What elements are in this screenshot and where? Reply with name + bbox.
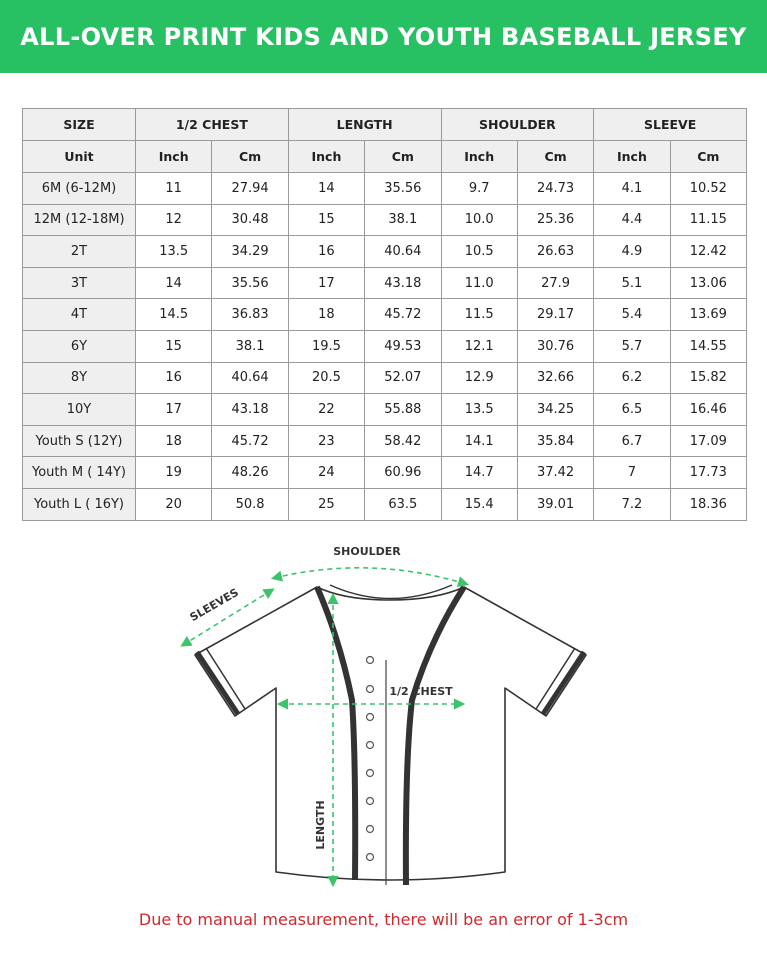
measurement-cell: 17.73 — [670, 457, 746, 489]
measurement-cell: 35.56 — [212, 267, 288, 299]
measurement-cell: 32.66 — [517, 362, 593, 394]
unit-cell: Cm — [517, 141, 593, 173]
measurement-cell: 40.64 — [212, 362, 288, 394]
measurement-cell: 39.01 — [517, 488, 593, 520]
measurement-cell: 35.84 — [517, 425, 593, 457]
unit-cell: Inch — [136, 141, 212, 173]
table-row — [23, 394, 747, 426]
title-banner — [0, 0, 767, 73]
sleeves-label: SLEEVES — [187, 585, 241, 625]
unit-cell: Inch — [288, 141, 364, 173]
measurement-cell: 12 — [136, 204, 212, 236]
measurement-cell: 18 — [288, 299, 364, 331]
measurement-cell: 18 — [136, 425, 212, 457]
measurement-cell: 58.42 — [365, 425, 441, 457]
measurement-cell: 36.83 — [212, 299, 288, 331]
measurement-cell: 40.64 — [365, 236, 441, 268]
size-cell: Youth S (12Y) — [23, 425, 136, 457]
jersey-diagram — [0, 530, 767, 910]
chest-label: 1/2 CHEST — [389, 685, 453, 698]
measurement-cell: 20.5 — [288, 362, 364, 394]
measurement-cell: 60.96 — [365, 457, 441, 489]
measurement-cell: 26.63 — [517, 236, 593, 268]
table-row — [23, 425, 747, 457]
measurement-cell: 20 — [136, 488, 212, 520]
page-title: ALL-OVER PRINT KIDS AND YOUTH BASEBALL JERSEY — [20, 22, 747, 51]
measurement-cell: 15.82 — [670, 362, 746, 394]
unit-cell: Cm — [212, 141, 288, 173]
measurement-cell: 37.42 — [517, 457, 593, 489]
header-sleeve: SLEEVE — [594, 109, 747, 141]
measurement-cell: 6.5 — [594, 394, 670, 426]
measurement-cell: 15.4 — [441, 488, 517, 520]
measurement-cell: 38.1 — [212, 330, 288, 362]
measurement-cell: 19 — [136, 457, 212, 489]
measurement-cell: 14.55 — [670, 330, 746, 362]
measurement-cell: 34.25 — [517, 394, 593, 426]
size-cell: 6M (6-12M) — [23, 173, 136, 205]
measurement-cell: 7 — [594, 457, 670, 489]
table-row — [23, 330, 747, 362]
unit-cell: Inch — [594, 141, 670, 173]
header-length: LENGTH — [288, 109, 441, 141]
measurement-cell: 13.5 — [441, 394, 517, 426]
measurement-cell: 11.15 — [670, 204, 746, 236]
length-label: LENGTH — [314, 800, 327, 850]
unit-cell: Inch — [441, 141, 517, 173]
measurement-cell: 35.56 — [365, 173, 441, 205]
baseball-jersey-icon — [195, 585, 586, 885]
table-row — [23, 204, 747, 236]
measurement-cell: 13.69 — [670, 299, 746, 331]
measurement-cell: 30.76 — [517, 330, 593, 362]
shoulder-measure-line — [274, 568, 466, 584]
size-cell: 2T — [23, 236, 136, 268]
header-size: SIZE — [23, 109, 136, 141]
measurement-cell: 24 — [288, 457, 364, 489]
measurement-cell: 27.94 — [212, 173, 288, 205]
group-header-row — [23, 109, 747, 141]
measurement-cell: 17 — [288, 267, 364, 299]
measurement-cell: 15 — [288, 204, 364, 236]
size-cell: 6Y — [23, 330, 136, 362]
header-chest: 1/2 CHEST — [136, 109, 289, 141]
size-cell: 8Y — [23, 362, 136, 394]
measurement-cell: 12.1 — [441, 330, 517, 362]
measurement-cell: 6.7 — [594, 425, 670, 457]
table-row — [23, 362, 747, 394]
measurement-cell: 14.7 — [441, 457, 517, 489]
size-chart-table — [22, 108, 747, 521]
measurement-cell: 11.5 — [441, 299, 517, 331]
measurement-cell: 5.4 — [594, 299, 670, 331]
measurement-cell: 5.1 — [594, 267, 670, 299]
measurement-cell: 25.36 — [517, 204, 593, 236]
measurement-cell: 17 — [136, 394, 212, 426]
measurement-cell: 14 — [136, 267, 212, 299]
measurement-cell: 6.2 — [594, 362, 670, 394]
measurement-cell: 14.5 — [136, 299, 212, 331]
measurement-cell: 23 — [288, 425, 364, 457]
unit-header-row — [23, 141, 747, 173]
table-row — [23, 488, 747, 520]
measurement-cell: 38.1 — [365, 204, 441, 236]
measurement-cell: 25 — [288, 488, 364, 520]
measurement-cell: 27.9 — [517, 267, 593, 299]
shoulder-label: SHOULDER — [333, 545, 401, 558]
measurement-cell: 48.26 — [212, 457, 288, 489]
measurement-cell: 22 — [288, 394, 364, 426]
size-cell: 4T — [23, 299, 136, 331]
measurement-cell: 11.0 — [441, 267, 517, 299]
measurement-cell: 63.5 — [365, 488, 441, 520]
measurement-cell: 5.7 — [594, 330, 670, 362]
measurement-cell: 19.5 — [288, 330, 364, 362]
unit-cell: Cm — [365, 141, 441, 173]
size-cell: Youth M ( 14Y) — [23, 457, 136, 489]
measurement-cell: 43.18 — [212, 394, 288, 426]
measurement-cell: 45.72 — [365, 299, 441, 331]
measurement-cell: 34.29 — [212, 236, 288, 268]
measurement-cell: 29.17 — [517, 299, 593, 331]
unit-cell: Unit — [23, 141, 136, 173]
table-row — [23, 236, 747, 268]
measurement-cell: 49.53 — [365, 330, 441, 362]
header-shoulder: SHOULDER — [441, 109, 594, 141]
size-cell: 10Y — [23, 394, 136, 426]
measurement-cell: 12.42 — [670, 236, 746, 268]
size-table-body — [23, 173, 747, 521]
size-cell: 3T — [23, 267, 136, 299]
table-row — [23, 267, 747, 299]
measurement-cell: 43.18 — [365, 267, 441, 299]
table-row — [23, 299, 747, 331]
measurement-cell: 13.06 — [670, 267, 746, 299]
measurement-cell: 4.1 — [594, 173, 670, 205]
table-row — [23, 457, 747, 489]
measurement-cell: 12.9 — [441, 362, 517, 394]
measurement-cell: 4.9 — [594, 236, 670, 268]
size-cell: 12M (12-18M) — [23, 204, 136, 236]
table-row — [23, 173, 747, 205]
measurement-cell: 55.88 — [365, 394, 441, 426]
unit-cell: Cm — [670, 141, 746, 173]
measurement-cell: 14.1 — [441, 425, 517, 457]
measurement-cell: 45.72 — [212, 425, 288, 457]
measurement-cell: 4.4 — [594, 204, 670, 236]
measurement-cell: 14 — [288, 173, 364, 205]
measurement-note: Due to manual measurement, there will be an error of 1-3cm — [138, 910, 629, 929]
measurement-cell: 18.36 — [670, 488, 746, 520]
measurement-cell: 9.7 — [441, 173, 517, 205]
measurement-cell: 52.07 — [365, 362, 441, 394]
measurement-cell: 10.5 — [441, 236, 517, 268]
measurement-cell: 16 — [288, 236, 364, 268]
measurement-cell: 16 — [136, 362, 212, 394]
measurement-cell: 16.46 — [670, 394, 746, 426]
measurement-cell: 15 — [136, 330, 212, 362]
measurement-cell: 11 — [136, 173, 212, 205]
measurement-cell: 7.2 — [594, 488, 670, 520]
size-cell: Youth L ( 16Y) — [23, 488, 136, 520]
measurement-cell: 10.52 — [670, 173, 746, 205]
measurement-cell: 13.5 — [136, 236, 212, 268]
measurement-cell: 30.48 — [212, 204, 288, 236]
measurement-cell: 24.73 — [517, 173, 593, 205]
measurement-cell: 17.09 — [670, 425, 746, 457]
measurement-cell: 10.0 — [441, 204, 517, 236]
measurement-cell: 50.8 — [212, 488, 288, 520]
